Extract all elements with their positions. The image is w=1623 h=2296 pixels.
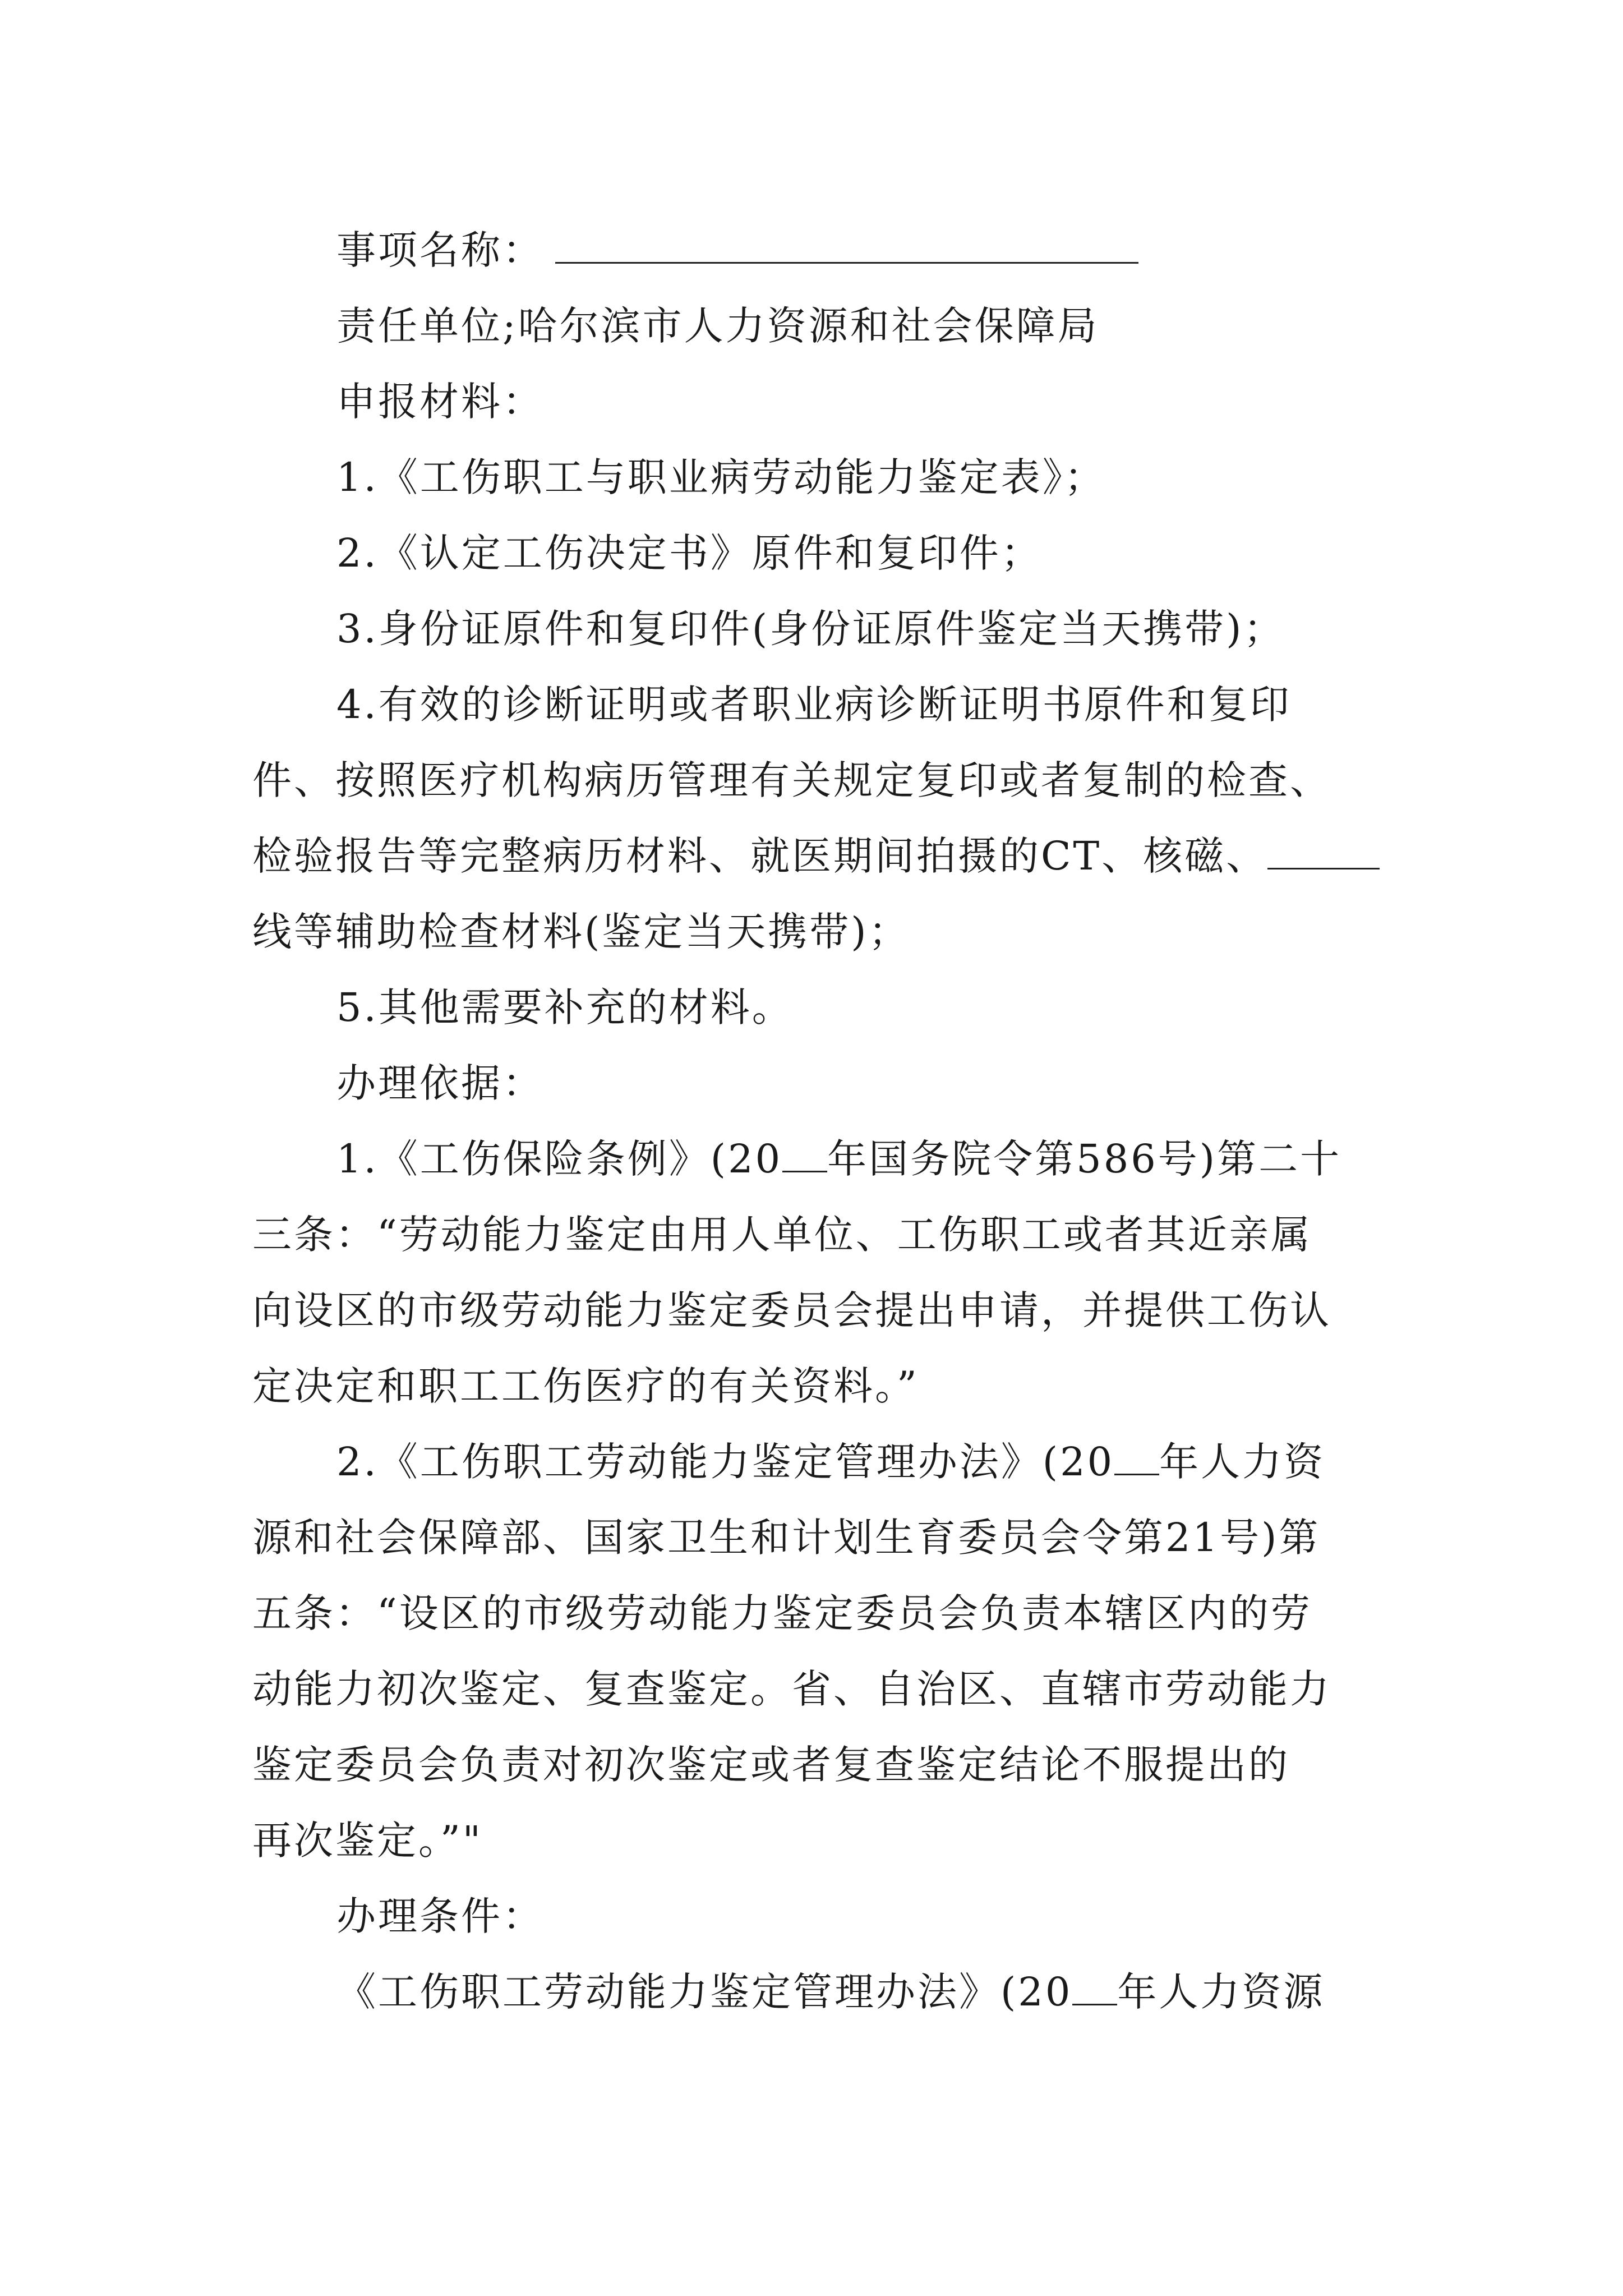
- xray-blank: [1267, 835, 1380, 869]
- materials-heading: 申报材料：: [336, 379, 544, 425]
- material-item-4-line-2: 件、按照医疗机构病历管理有关规定复印或者复制的检查、: [252, 757, 1331, 803]
- basis-item-2-line-3: 五条：“设区的市级劳动能力鉴定委员会负责本辖区内的劳: [252, 1590, 1312, 1636]
- item-name-blank: [555, 229, 1138, 264]
- basis-item-1-line-4: 定决定和职工工伤医疗的有关资料。”: [252, 1363, 919, 1409]
- basis-item-2-line-6: 再次鉴定。”": [252, 1818, 483, 1864]
- material-item-2: 2.《认定工伤决定书》原件和复印件；: [336, 530, 1043, 576]
- basis-item-2-text-b: 年人力资: [1159, 1439, 1326, 1485]
- basis-item-1-line-2: 三条：“劳动能力鉴定由用人单位、工伤职工或者其近亲属: [252, 1212, 1312, 1258]
- basis-item-2-text-a: 2.《工伤职工劳动能力鉴定管理办法》(20: [336, 1439, 1115, 1485]
- material-item-4-line-3-text: 检验报告等完整病历材料、就医期间拍摄的CT、核磁、: [252, 833, 1268, 879]
- basis-heading: 办理依据：: [336, 1060, 544, 1106]
- material-item-4-line-1: 4.有效的诊断证明或者职业病诊断证明书原件和复印: [336, 682, 1292, 728]
- material-item-4-line-3: [252, 825, 1380, 881]
- year-blank-1: [782, 1138, 827, 1172]
- responsible-unit-line: 责任单位;哈尔滨市人力资源和社会保障局: [336, 303, 1099, 349]
- basis-item-1-line-1: [336, 1128, 1341, 1184]
- material-item-5: 5.其他需要补充的材料。: [336, 984, 794, 1030]
- year-blank-2: [1114, 1441, 1159, 1475]
- material-item-1: 1.《工伤职工与职业病劳动能力鉴定表》；: [336, 454, 1106, 500]
- basis-item-2-line-4: 动能力初次鉴定、复查鉴定。省、自治区、直辖市劳动能力: [252, 1666, 1331, 1712]
- conditions-text-a: 《工伤职工劳动能力鉴定管理办法》(20: [336, 1969, 1073, 2015]
- year-blank-3: [1072, 1971, 1117, 2005]
- basis-item-1-line-3: 向设区的市级劳动能力鉴定委员会提出申请，并提供工伤认: [252, 1287, 1331, 1333]
- conditions-text-b: 年人力资源: [1117, 1969, 1325, 2015]
- material-item-4-line-4: 线等辅助检查材料(鉴定当天携带)；: [252, 909, 910, 955]
- item-name-label: 事项名称：: [336, 227, 544, 273]
- basis-item-2-line-5: 鉴定委员会负责对初次鉴定或者复查鉴定结论不服提出的: [252, 1742, 1290, 1788]
- item-name-line: [336, 219, 1138, 275]
- material-item-3: 3.身份证原件和复印件(身份证原件鉴定当天携带)；: [336, 606, 1285, 652]
- conditions-line-1: [336, 1961, 1325, 2017]
- basis-item-1-text-a: 1.《工伤保险条例》(20: [336, 1136, 783, 1182]
- basis-item-1-text-b: 年国务院令第586号)第二十: [827, 1136, 1342, 1182]
- basis-item-2-line-1: [336, 1430, 1325, 1487]
- basis-item-2-line-2: 源和社会保障部、国家卫生和计划生育委员会令第21号)第: [252, 1515, 1321, 1561]
- conditions-heading: 办理条件：: [336, 1893, 544, 1939]
